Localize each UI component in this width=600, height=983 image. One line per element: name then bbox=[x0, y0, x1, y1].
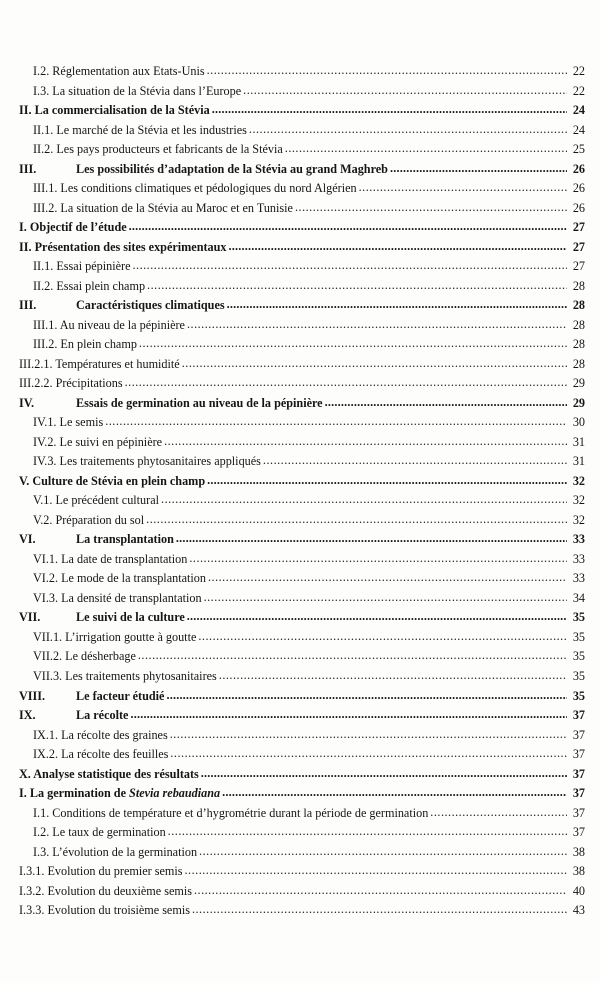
dot-leader bbox=[199, 842, 567, 862]
toc-entry-page-number: 24 bbox=[572, 103, 585, 118]
dot-leader bbox=[207, 471, 567, 491]
toc-entry-title: Préparation du sol bbox=[55, 512, 145, 527]
toc-entry-label bbox=[33, 726, 168, 746]
toc-entry-number: III.2. bbox=[33, 337, 58, 352]
toc-entry-label bbox=[33, 647, 136, 667]
toc-entry[interactable] bbox=[19, 257, 585, 277]
toc-entry[interactable] bbox=[19, 804, 585, 824]
toc-entry-title: Essais de germination au niveau de la pépinière bbox=[76, 395, 323, 410]
toc-entry-number: VII.2. bbox=[33, 649, 63, 664]
dot-leader bbox=[192, 900, 567, 920]
toc-entry-title: La date de transplantation bbox=[61, 551, 188, 566]
toc-entry-title: La situation de la Stévia au Maroc et en Tunisie bbox=[60, 200, 293, 215]
toc-entry[interactable] bbox=[19, 335, 585, 355]
dot-leader bbox=[325, 393, 567, 413]
toc-entry-title: Réglementation aux Etats-Unis bbox=[52, 64, 205, 78]
toc-entry-page-number: 35 bbox=[572, 688, 585, 703]
toc-entry-title: Le précédent cultural bbox=[55, 493, 160, 508]
toc-entry-number: IV. bbox=[19, 395, 35, 410]
toc-entry[interactable] bbox=[19, 316, 585, 336]
toc-entry-number: V. bbox=[19, 473, 30, 488]
toc-entry-number: III.2.1. bbox=[19, 356, 53, 371]
toc-entry[interactable] bbox=[19, 765, 585, 785]
toc-entry-label bbox=[19, 608, 185, 628]
toc-entry-number: V.2. bbox=[33, 512, 53, 527]
toc-entry-label bbox=[19, 784, 220, 804]
toc-entry-label bbox=[19, 530, 174, 550]
toc-entry[interactable] bbox=[19, 355, 585, 375]
dot-leader bbox=[243, 81, 567, 101]
toc-entry-label bbox=[19, 882, 192, 902]
toc-entry-title: Conditions de température et d’hygrométrie durant la période de germination bbox=[52, 805, 429, 820]
toc-entry[interactable] bbox=[19, 608, 585, 628]
toc-entry-page-number: 37 bbox=[572, 727, 585, 742]
dot-leader bbox=[198, 627, 567, 647]
toc-entry-page-number: 37 bbox=[572, 708, 585, 723]
dot-leader bbox=[139, 334, 567, 354]
toc-entry-title: Caractéristiques climatiques bbox=[76, 298, 225, 313]
toc-entry-number: III.1. bbox=[33, 317, 58, 332]
toc-entry-number: III. bbox=[19, 298, 37, 313]
toc-entry-title: La densité de transplantation bbox=[61, 590, 202, 605]
toc-entry[interactable] bbox=[19, 413, 585, 433]
toc-entry[interactable] bbox=[19, 628, 585, 648]
toc-entry-title: La commercialisation de la Stévia bbox=[34, 103, 210, 118]
toc-entry-title: La transplantation bbox=[76, 532, 174, 547]
toc-entry-number: IX. bbox=[19, 708, 36, 723]
dot-leader bbox=[170, 744, 567, 764]
toc-entry-title: Objectif de l’étude bbox=[29, 220, 127, 235]
toc-entry[interactable] bbox=[19, 726, 585, 746]
dot-leader bbox=[359, 178, 567, 198]
toc-entry-page-number: 28 bbox=[572, 298, 585, 313]
dot-leader bbox=[105, 412, 567, 432]
toc-entry-page-number: 24 bbox=[572, 122, 585, 137]
toc-entry-label bbox=[33, 433, 162, 453]
toc-entry-label bbox=[33, 628, 196, 648]
toc-entry-label bbox=[33, 199, 293, 219]
toc-entry-number: I.2. bbox=[33, 825, 50, 840]
dot-leader bbox=[212, 100, 567, 120]
toc-entry-page-number: 22 bbox=[572, 64, 585, 78]
dot-leader bbox=[390, 159, 567, 179]
toc-entry-number: VI.1. bbox=[33, 551, 59, 566]
toc-entry-label bbox=[33, 140, 283, 160]
toc-entry-label bbox=[33, 550, 187, 570]
toc-entry-number: IV.2. bbox=[33, 434, 57, 449]
toc-entry-title: Evolution du troisième semis bbox=[47, 903, 190, 918]
toc-entry-number: I.3.3. bbox=[19, 903, 45, 918]
toc-entry-page-number: 27 bbox=[572, 220, 585, 235]
toc-entry-label bbox=[19, 296, 225, 316]
toc-entry[interactable] bbox=[19, 374, 585, 394]
toc-entry-title-italic: Stevia rebaudiana bbox=[129, 786, 221, 801]
toc-entry-title: Le suivi en pépinière bbox=[59, 434, 163, 449]
toc-entry-label bbox=[33, 667, 217, 687]
toc-entry[interactable] bbox=[19, 843, 585, 863]
toc-entry-number: III.1. bbox=[33, 181, 58, 196]
toc-entry-page-number: 33 bbox=[572, 532, 585, 547]
toc-entry-title: La récolte des feuilles bbox=[61, 747, 169, 762]
toc-entry-title: Le semis bbox=[59, 415, 104, 430]
dot-leader bbox=[194, 881, 567, 901]
toc-entry-label bbox=[19, 374, 123, 394]
toc-entry-label bbox=[19, 765, 199, 785]
toc-entry-number: I. bbox=[19, 786, 27, 801]
dot-leader bbox=[166, 686, 567, 706]
toc-entry[interactable] bbox=[19, 452, 585, 472]
toc-entry-number: VII. bbox=[19, 610, 41, 625]
dot-leader bbox=[201, 764, 567, 784]
toc-entry-number: I.3. bbox=[33, 844, 50, 859]
toc-entry-number: VI.2. bbox=[33, 571, 59, 586]
dot-leader bbox=[125, 373, 567, 393]
toc-entry[interactable] bbox=[19, 647, 585, 667]
toc-entry-title: La récolte des graines bbox=[61, 727, 168, 742]
dot-leader bbox=[229, 237, 567, 257]
toc-entry-page-number: 33 bbox=[572, 551, 585, 566]
toc-entry-number: IV.3. bbox=[33, 454, 57, 469]
toc-entry-number: II. bbox=[19, 239, 32, 254]
toc-entry-label bbox=[19, 901, 190, 921]
toc-entry-page-number: 31 bbox=[572, 434, 585, 449]
toc-entry-label bbox=[33, 569, 206, 589]
toc-entry-label bbox=[33, 316, 185, 336]
toc-entry-page-number: 32 bbox=[572, 493, 585, 508]
dot-leader bbox=[187, 607, 567, 627]
toc-entry-title: Le désherbage bbox=[65, 649, 136, 664]
toc-entry-label bbox=[33, 121, 247, 141]
toc-entry-title: Les traitements phytosanitaires bbox=[65, 668, 217, 683]
toc-entry-number: I.1. bbox=[33, 805, 50, 820]
toc-entry-page-number: 35 bbox=[572, 649, 585, 664]
toc-entry-page-number: 37 bbox=[572, 786, 585, 801]
toc-entry-number: II. bbox=[19, 103, 32, 118]
toc-entry-number: VI.3. bbox=[33, 590, 59, 605]
toc-entry[interactable] bbox=[19, 706, 585, 726]
toc-entry-page-number: 35 bbox=[572, 610, 585, 625]
toc-entry-number: III. bbox=[19, 161, 37, 176]
dot-leader bbox=[222, 783, 567, 803]
toc-entry-number: III.2. bbox=[33, 200, 58, 215]
toc-entry-title: La récolte bbox=[76, 708, 129, 723]
toc-entry-label bbox=[33, 179, 357, 199]
toc-entry[interactable] bbox=[19, 101, 585, 121]
toc-entry-page-number: 37 bbox=[572, 766, 585, 781]
toc-entry-page-number: 32 bbox=[572, 473, 585, 488]
toc-entry-number: II.2. bbox=[33, 142, 54, 157]
toc-entry-page-number: 33 bbox=[572, 571, 585, 586]
dot-leader bbox=[185, 861, 568, 881]
toc-entry-label bbox=[19, 238, 227, 258]
dot-leader bbox=[430, 803, 567, 823]
dot-leader bbox=[182, 354, 567, 374]
toc-entry-page-number: 35 bbox=[572, 629, 585, 644]
dot-leader bbox=[227, 295, 567, 315]
toc-entry-label bbox=[19, 218, 127, 238]
dot-leader bbox=[249, 120, 567, 140]
toc-entry-page-number: 34 bbox=[572, 590, 585, 605]
toc-entry-label bbox=[33, 843, 197, 863]
toc-entry[interactable] bbox=[19, 277, 585, 297]
toc-entry-label bbox=[19, 394, 323, 414]
dot-leader bbox=[168, 822, 567, 842]
toc-entry-title: Les pays producteurs et fabricants de la Stévia bbox=[56, 142, 283, 157]
toc-entry[interactable] bbox=[19, 472, 585, 492]
toc-entry-title: L’irrigation goutte à goutte bbox=[65, 629, 197, 644]
toc-entry-label bbox=[33, 491, 159, 511]
toc-entry-label bbox=[33, 257, 130, 277]
toc-entry-label bbox=[33, 413, 103, 433]
toc-entry[interactable] bbox=[19, 550, 585, 570]
toc-entry-number: IV.1. bbox=[33, 415, 57, 430]
toc-entry[interactable] bbox=[19, 433, 585, 453]
toc-entry-page-number: 43 bbox=[572, 903, 585, 918]
toc-entry-number: VII.1. bbox=[33, 629, 63, 644]
toc-entry-page-number: 35 bbox=[572, 668, 585, 683]
toc-entry[interactable] bbox=[19, 511, 585, 531]
toc-entry-label bbox=[19, 862, 183, 882]
toc-entry[interactable] bbox=[19, 160, 585, 180]
dot-leader bbox=[295, 198, 567, 218]
toc-entry-title: Présentation des sites expérimentaux bbox=[34, 239, 227, 254]
toc-entry-label bbox=[33, 804, 428, 824]
toc-entry-page-number: 38 bbox=[572, 844, 585, 859]
toc-entry-page-number: 31 bbox=[572, 454, 585, 469]
dot-leader bbox=[208, 568, 567, 588]
toc-entry-page-number: 29 bbox=[572, 376, 585, 391]
toc-entry-title: Le mode de la transplantation bbox=[61, 571, 206, 586]
toc-entry-label bbox=[33, 589, 202, 609]
toc-entry[interactable] bbox=[19, 823, 585, 843]
toc-entry-number: II.1. bbox=[33, 122, 54, 137]
toc-entry-number: II.1. bbox=[33, 259, 54, 274]
toc-entry-label bbox=[33, 82, 241, 102]
toc-entry[interactable] bbox=[19, 238, 585, 258]
toc-entry-page-number: 32 bbox=[572, 512, 585, 527]
toc-entry[interactable] bbox=[19, 199, 585, 219]
toc-entry-label bbox=[33, 277, 145, 297]
toc-entry-number: I.3. bbox=[33, 83, 50, 98]
dot-leader bbox=[176, 529, 567, 549]
toc-entry[interactable] bbox=[19, 667, 585, 687]
toc-entry[interactable] bbox=[19, 745, 585, 765]
toc-entry-page-number: 37 bbox=[572, 805, 585, 820]
toc-entry-title: Le facteur étudié bbox=[76, 688, 165, 703]
toc-entry[interactable] bbox=[19, 82, 585, 102]
dot-leader bbox=[147, 276, 567, 296]
toc-entry-title: Les traitements phytosanitaires appliqués bbox=[59, 454, 261, 469]
toc-entry-page-number: 28 bbox=[572, 337, 585, 352]
toc-entry-number: I. bbox=[19, 220, 27, 235]
toc-entry-number: IX.2. bbox=[33, 747, 59, 762]
toc-entry[interactable] bbox=[19, 784, 585, 804]
toc-entry-number: I.2. bbox=[33, 64, 50, 78]
table-of-contents bbox=[19, 62, 585, 921]
dot-leader bbox=[285, 139, 567, 159]
toc-entry-page-number: 25 bbox=[572, 142, 585, 157]
toc-entry-title: En plein champ bbox=[60, 337, 137, 352]
toc-entry-number: IX.1. bbox=[33, 727, 59, 742]
toc-entry-number: X. bbox=[19, 766, 31, 781]
toc-entry[interactable] bbox=[19, 218, 585, 238]
toc-entry-title: Evolution du premier semis bbox=[47, 864, 183, 879]
toc-entry-title: Essai plein champ bbox=[56, 278, 146, 293]
toc-entry-number: III.2.2. bbox=[19, 376, 53, 391]
toc-entry[interactable] bbox=[19, 394, 585, 414]
dot-leader bbox=[189, 549, 567, 569]
toc-entry-label bbox=[19, 472, 205, 492]
toc-entry-page-number: 30 bbox=[572, 415, 585, 430]
toc-entry-label bbox=[33, 745, 168, 765]
dot-leader bbox=[204, 588, 567, 608]
toc-entry-page-number: 26 bbox=[572, 200, 585, 215]
dot-leader bbox=[219, 666, 567, 686]
dot-leader bbox=[130, 705, 567, 725]
toc-entry-title: Culture de Stévia en plein champ bbox=[32, 473, 206, 488]
toc-entry[interactable] bbox=[19, 179, 585, 199]
toc-entry-label bbox=[33, 62, 205, 82]
toc-entry-page-number: 29 bbox=[572, 395, 585, 410]
toc-entry-label bbox=[19, 101, 210, 121]
toc-entry-label bbox=[33, 452, 261, 472]
toc-entry-page-number: 37 bbox=[572, 747, 585, 762]
toc-entry-page-number: 38 bbox=[572, 864, 585, 879]
dot-leader bbox=[164, 432, 567, 452]
toc-entry-number: VIII. bbox=[19, 688, 46, 703]
toc-entry[interactable] bbox=[19, 296, 585, 316]
toc-entry-number: I.3.1. bbox=[19, 864, 45, 879]
toc-entry[interactable] bbox=[19, 491, 585, 511]
toc-entry-label bbox=[19, 687, 164, 707]
toc-entry-label bbox=[19, 706, 128, 726]
toc-entry-page-number: 27 bbox=[572, 239, 585, 254]
toc-entry-page-number: 22 bbox=[572, 83, 585, 98]
toc-entry-title: Les possibilités d’adaptation de la Stévia au grand Maghreb bbox=[76, 161, 388, 176]
toc-entry[interactable] bbox=[19, 140, 585, 160]
toc-entry[interactable] bbox=[19, 569, 585, 589]
toc-entry-page-number: 27 bbox=[572, 259, 585, 274]
toc-entry-number: II.2. bbox=[33, 278, 54, 293]
toc-entry[interactable] bbox=[19, 862, 585, 882]
toc-entry-page-number: 37 bbox=[572, 825, 585, 840]
toc-entry-page-number: 28 bbox=[572, 317, 585, 332]
toc-entry-label bbox=[33, 335, 137, 355]
toc-entry-title: Au niveau de la pépinière bbox=[59, 317, 185, 332]
dot-leader bbox=[138, 646, 567, 666]
toc-entry-number: I.3.2. bbox=[19, 883, 45, 898]
toc-entry-title: Le marché de la Stévia et les industries bbox=[56, 122, 247, 137]
toc-entry-page-number: 26 bbox=[572, 181, 585, 196]
toc-entry-number: V.1. bbox=[33, 493, 53, 508]
toc-entry-title: L’évolution de la germination bbox=[52, 844, 198, 859]
dot-leader bbox=[263, 451, 567, 471]
toc-entry-page-number: 28 bbox=[572, 278, 585, 293]
toc-entry-number: VI. bbox=[19, 532, 36, 547]
toc-entry[interactable] bbox=[19, 121, 585, 141]
toc-entry-title: Le taux de germination bbox=[52, 825, 166, 840]
toc-entry[interactable] bbox=[19, 901, 585, 921]
dot-leader bbox=[187, 315, 567, 335]
toc-entry-title: Analyse statistique des résultats bbox=[33, 766, 199, 781]
toc-entry[interactable] bbox=[19, 62, 585, 82]
toc-entry-number: VII.3. bbox=[33, 668, 63, 683]
toc-entry[interactable] bbox=[19, 882, 585, 902]
dot-leader bbox=[170, 725, 567, 745]
toc-entry-label bbox=[33, 823, 166, 843]
dot-leader bbox=[129, 217, 567, 237]
toc-entry[interactable] bbox=[19, 589, 585, 609]
toc-entry-page-number: 40 bbox=[572, 883, 585, 898]
toc-entry-title: Températures et humidité bbox=[55, 356, 180, 371]
toc-entry-label bbox=[33, 511, 144, 531]
toc-entry-title: Essai pépinière bbox=[56, 259, 131, 274]
toc-entry[interactable] bbox=[19, 530, 585, 550]
toc-entry-title: Evolution du deuxième semis bbox=[47, 883, 192, 898]
toc-entry-title: Le suivi de la culture bbox=[76, 610, 185, 625]
toc-entry-title: Précipitations bbox=[55, 376, 123, 391]
toc-entry-page-number: 26 bbox=[572, 161, 585, 176]
toc-entry-title: La situation de la Stévia dans l’Europe bbox=[52, 83, 242, 98]
toc-entry-page-number: 28 bbox=[572, 356, 585, 371]
dot-leader bbox=[132, 256, 567, 276]
toc-entry[interactable] bbox=[19, 687, 585, 707]
toc-entry-label bbox=[19, 160, 388, 180]
dot-leader bbox=[207, 61, 567, 81]
dot-leader bbox=[146, 510, 567, 530]
toc-entry-title: Les conditions climatiques et pédologiques du nord Algérien bbox=[60, 181, 357, 196]
toc-entry-title: La germination de bbox=[29, 786, 130, 801]
toc-entry-label bbox=[19, 355, 180, 375]
dot-leader bbox=[161, 490, 567, 510]
